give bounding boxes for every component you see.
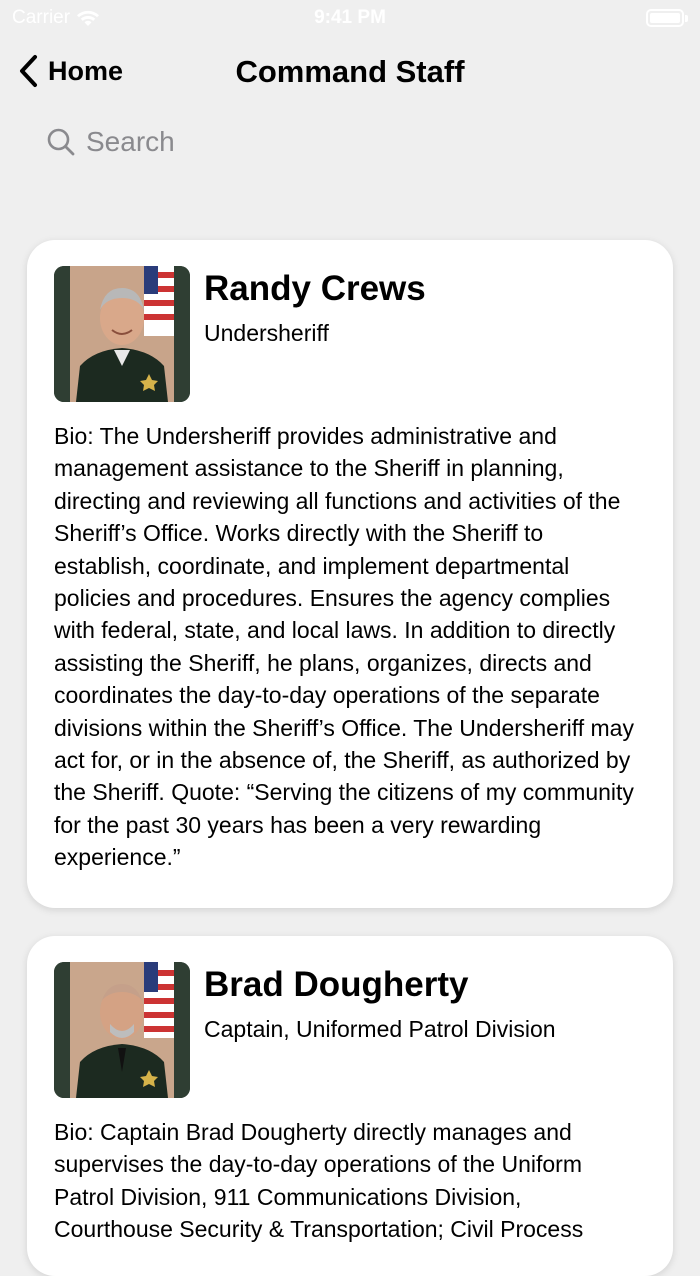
back-label: Home: [48, 55, 124, 86]
staff-card-header: [54, 962, 646, 1098]
status-bar: [0, 0, 700, 36]
search-bar[interactable]: [34, 114, 666, 170]
staff-card[interactable]: [27, 936, 673, 1276]
search-input[interactable]: [86, 126, 646, 158]
staff-bio: Bio: Captain Brad Dougherty directly manages and supervises the day-to-day operations of the Uniform Patrol Division, 911 Communications Division, Courthouse Security & Transportation; Civil Process: [54, 1119, 584, 1243]
portrait-image: [54, 962, 190, 1098]
staff-photo: [54, 266, 190, 402]
staff-name: Brad Dougherty: [204, 965, 469, 1004]
staff-photo: [54, 962, 190, 1098]
status-time: 9:41 PM: [314, 7, 386, 28]
search-icon: [46, 127, 76, 157]
staff-names: [204, 962, 556, 1098]
flag-decoration: [144, 962, 174, 1038]
portrait-image: [54, 266, 190, 402]
page-title: Command Staff: [235, 54, 465, 89]
battery-icon: [646, 9, 684, 27]
carrier-label: Carrier: [12, 7, 71, 28]
staff-names: [204, 266, 426, 402]
staff-title: Undersheriff: [204, 320, 329, 346]
navigation-bar: [0, 44, 700, 100]
staff-name: Randy Crews: [204, 269, 426, 308]
staff-card[interactable]: [27, 240, 673, 908]
flag-decoration: [144, 266, 174, 336]
staff-card-header: [54, 266, 646, 402]
staff-bio: Bio: The Undersheriff provides administrative and management assistance to the Sheriff in planning, directing and reviewing all functions and activities of the Sheriff’s Office. Works directly with the Sheriff to establish, coordinate, and implement departmental policies and procedures. Ensures the agency complies with federal, state, and local laws. In addition to directly assisting the Sheriff, he plans, organizes, directs and coordinates the day-to-day operations of the separate divisions within the Sheriff’s Office. The Undersheriff may act for, or in the absence of, the Sheriff, as authorized by the Sheriff. Quote: “Serving the citizens of my community for the past 30 years has been a very rewarding experience.”: [54, 423, 634, 871]
status-right: [646, 9, 688, 27]
staff-title: Captain, Uniformed Patrol Division: [204, 1016, 556, 1042]
